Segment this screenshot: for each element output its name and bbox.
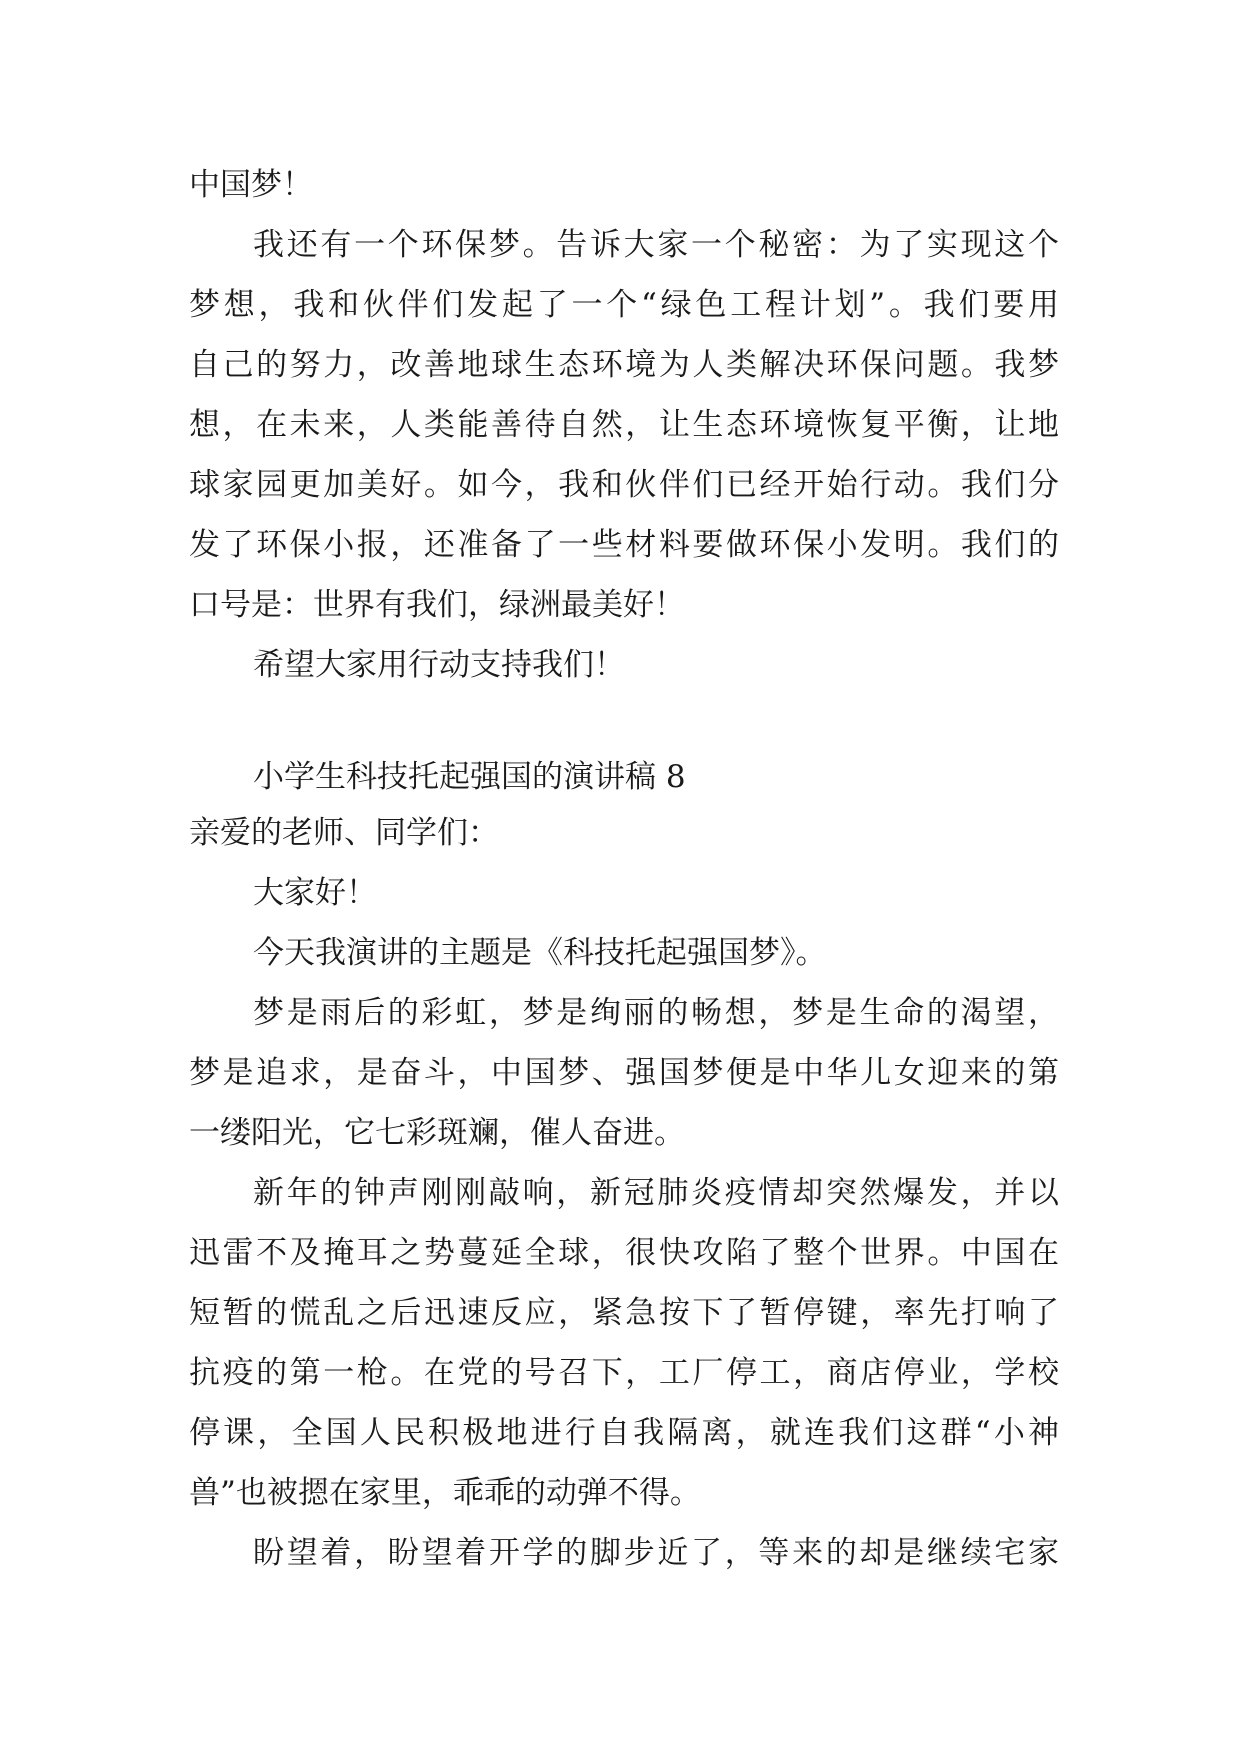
text-line: 一缕阳光，它七彩斑斓，催人奋进。 (189, 1115, 685, 1151)
text-line: 梦想，我和伙伴们发起了一个“绿色工程计划”。我们要用 (189, 287, 1059, 323)
text-line: 梦是雨后的彩虹，梦是绚丽的畅想，梦是生命的渴望， (253, 995, 1059, 1031)
text-line: 停课，全国人民积极地进行自我隔离，就连我们这群“小神 (189, 1415, 1059, 1451)
text-line: 兽”也被摁在家里，乖乖的动弹不得。 (189, 1475, 701, 1511)
text-line: 球家园更加美好。如今，我和伙伴们已经开始行动。我们分 (189, 467, 1059, 503)
text-line: 迅雷不及掩耳之势蔓延全球，很快攻陷了整个世界。中国在 (189, 1235, 1059, 1271)
text-line: 发了环保小报，还准备了一些材料要做环保小发明。我们的 (189, 527, 1059, 563)
text-line: 短暂的慌乱之后迅速反应，紧急按下了暂停键，率先打响了 (189, 1295, 1059, 1331)
text-line: 新年的钟声刚刚敲响，新冠肺炎疫情却突然爆发，并以 (253, 1175, 1059, 1211)
text-line: 中国梦！ (189, 167, 313, 203)
text-line: 盼望着，盼望着开学的脚步近了，等来的却是继续宅家 (253, 1535, 1059, 1571)
text-line: 希望大家用行动支持我们！ (253, 647, 625, 683)
salutation: 亲爱的老师、同学们： (189, 815, 499, 851)
section-title: 小学生科技托起强国的演讲稿 8 (253, 759, 686, 795)
text-line: 今天我演讲的主题是《科技托起强国梦》。 (253, 935, 827, 971)
greeting: 大家好！ (253, 875, 377, 911)
text-line: 抗疫的第一枪。在党的号召下，工厂停工，商店停业，学校 (189, 1355, 1059, 1391)
text-line: 自己的努力，改善地球生态环境为人类解决环保问题。我梦 (189, 347, 1059, 383)
text-line: 口号是：世界有我们，绿洲最美好！ (189, 587, 685, 623)
text-line: 我还有一个环保梦。告诉大家一个秘密：为了实现这个 (253, 227, 1059, 263)
text-line: 想，在未来，人类能善待自然，让生态环境恢复平衡，让地 (189, 407, 1059, 443)
text-line: 梦是追求，是奋斗，中国梦、强国梦便是中华儿女迎来的第 (189, 1055, 1059, 1091)
